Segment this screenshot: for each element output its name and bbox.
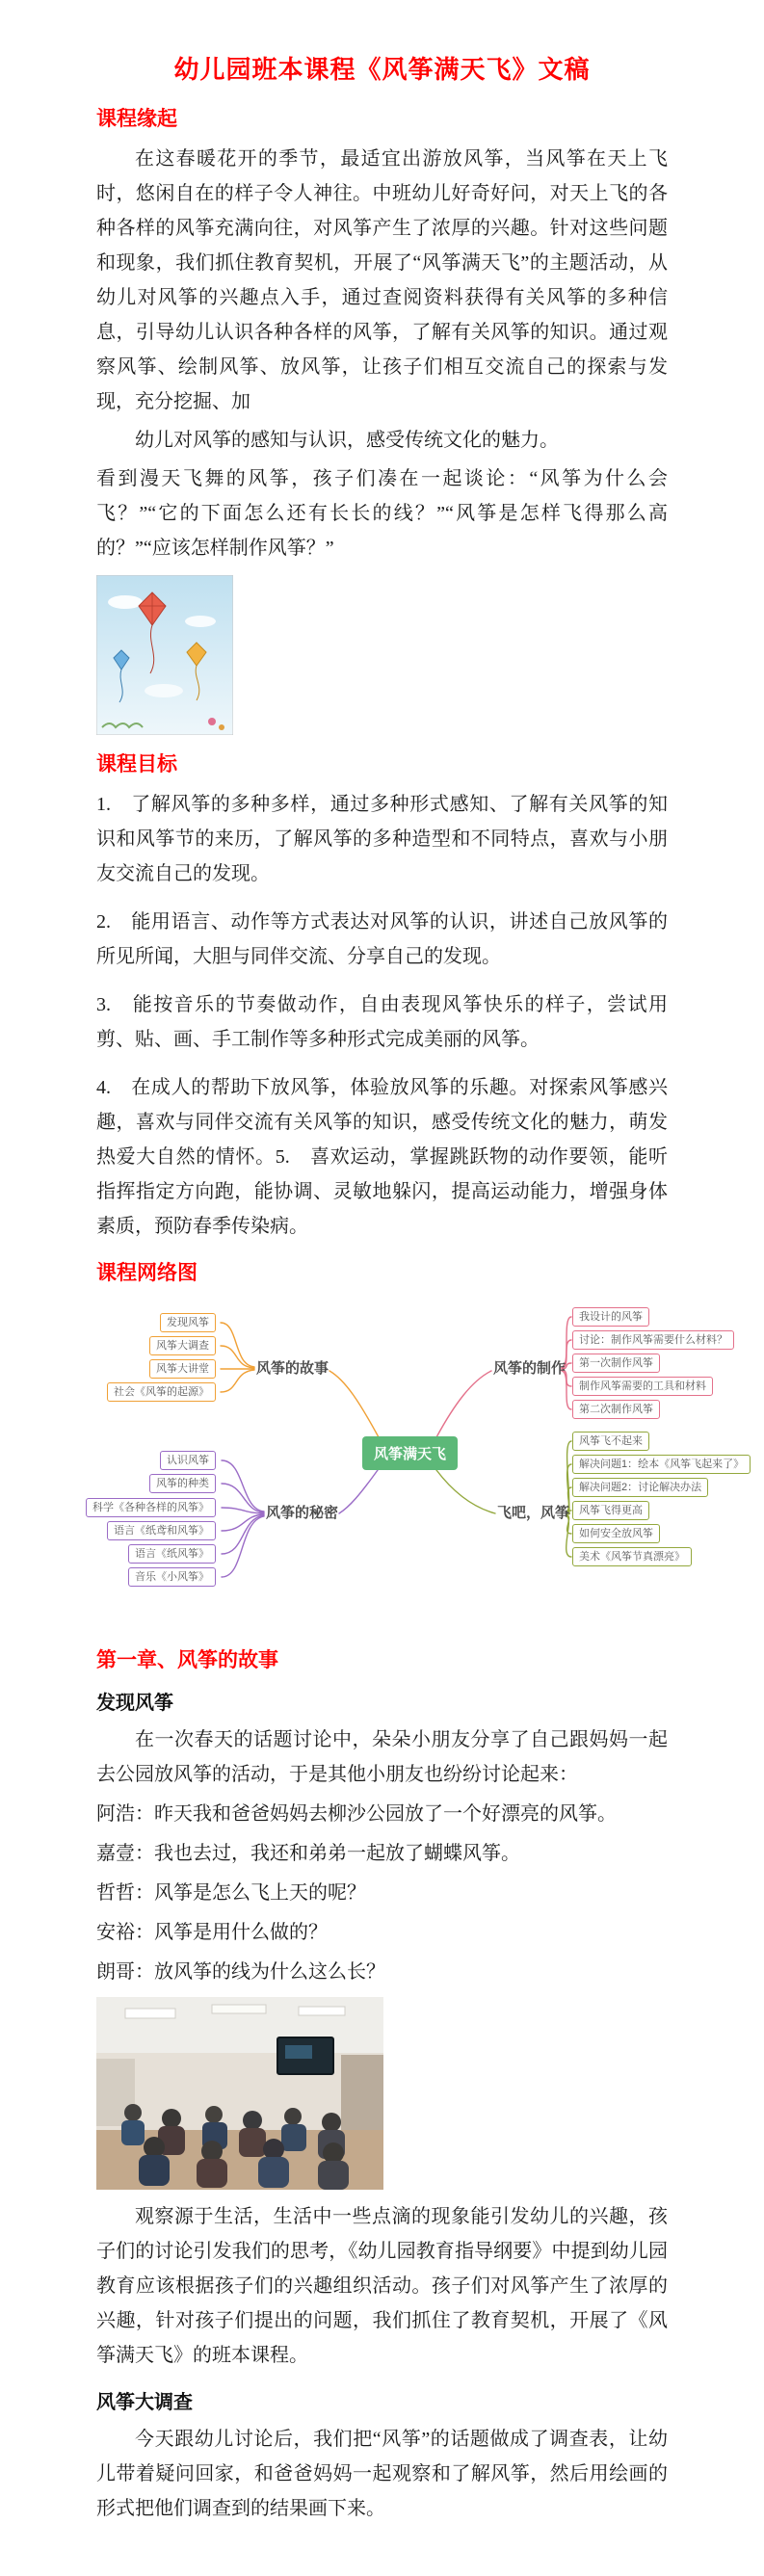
mindmap-branch-story: 风筝的故事 <box>256 1360 329 1377</box>
mindmap-node: 风筝大调查 <box>149 1336 216 1355</box>
paragraph-chapter1-intro: 在一次春天的话题讨论中，朵朵小朋友分享了自己跟妈妈一起去公园放风筝的活动，于是其他小朋友也纷纷讨论起来： <box>96 1729 668 1785</box>
mindmap-node: 科学《各种各样的风筝》 <box>86 1498 216 1517</box>
mindmap-branch-making: 风筝的制作 <box>493 1360 566 1377</box>
classroom-discussion-photo <box>96 1997 383 2190</box>
chapter1-section2-heading: 风筝大调查 <box>96 2392 193 2413</box>
mindmap-node: 制作风筝需要的工具和材料 <box>572 1377 713 1396</box>
dialogue-line: 朗哥：放风筝的线为什么这么长？ <box>96 1961 385 1983</box>
mindmap-node: 音乐《小风筝》 <box>128 1567 216 1587</box>
section-heading-origin: 课程缘起 <box>96 107 177 130</box>
dialogue-line: 安裕：风筝是用什么做的？ <box>96 1922 328 1943</box>
dialogue-line: 嘉壹：我也去过，我还和弟弟一起放了蝴蝶风筝。 <box>96 1843 520 1864</box>
mindmap-node: 风筝飞得更高 <box>572 1501 649 1520</box>
paragraph-reflection: 观察源于生活，生活中一些点滴的现象能引发幼儿的兴趣，孩子们的讨论引发我们的思考，《幼儿园教育指导纲要》中提到幼儿园教育应该根据孩子们的兴趣组织活动。孩子们对风筝产生了浓厚的兴趣，针对孩子们提出的问题，我们抓住了教育契机，开展了《风筝满天飞》的班本课程。 <box>96 2206 668 2366</box>
mindmap-node: 如何安全放风筝 <box>572 1524 660 1543</box>
mindmap-node: 我设计的风筝 <box>572 1307 649 1327</box>
chapter1-section1-heading: 发现风筝 <box>96 1693 173 1714</box>
chapter1-heading: 第一章、风筝的故事 <box>96 1648 278 1671</box>
mindmap-node: 语言《纸鸢和风筝》 <box>107 1521 216 1540</box>
mindmap-node: 第二次制作风筝 <box>572 1400 660 1419</box>
mindmap-node: 解决问题1：绘本《风筝飞起来了》 <box>572 1455 751 1474</box>
mindmap-branch-fly: 飞吧，风筝 <box>497 1505 570 1521</box>
paragraph-origin-1: 在这春暖花开的季节，最适宜出游放风筝，当风筝在天上飞时，悠闲自在的样子令人神往。中班幼儿好奇好问，对天上飞的各种各样的风筝充满向往，对风筝产生了浓厚的兴趣。针对这些问题和现象，我们抓住教育契机，开展了“风筝满天飞”的主题活动，从幼儿对风筝的兴趣点入手，通过查阅资料获得有关风筝的多种信息，引导幼儿认识各种各样的风筝，了解有关风筝的知识。通过观察风筝、绘制风筝、放风筝，让孩子们相互交流自己的探索与发现，充分挖掘、加 <box>96 148 668 412</box>
paragraph-survey: 今天跟幼儿讨论后，我们把“风筝”的话题做成了调查表，让幼儿带着疑问回家，和爸爸妈妈一起观察和了解风筝，然后用绘画的形式把他们调查到的结果画下来。 <box>96 2429 668 2519</box>
goal-item: 2. 能用语言、动作等方式表达对风筝的认识，讲述自己放风筝的所见所闻，大胆与同伴交流、分享自己的发现。 <box>96 911 668 967</box>
mindmap-node: 风筝飞不起来 <box>572 1432 649 1451</box>
curriculum-mindmap <box>92 1296 764 1631</box>
paragraph-origin-3: 看到漫天飞舞的风筝，孩子们凑在一起谈论：“风筝为什么会飞？”“它的下面怎么还有长长的线？”“风筝是怎样飞得那么高的？”“应该怎样制作风筝？” <box>96 468 668 559</box>
mindmap-center-node: 风筝满天飞 <box>362 1436 458 1470</box>
mindmap-branch-secret: 风筝的秘密 <box>266 1505 339 1521</box>
dialogue-line: 阿浩：昨天我和爸爸妈妈去柳沙公园放了一个好漂亮的风筝。 <box>96 1803 617 1825</box>
goal-item: 4. 在成人的帮助下放风筝，体验放风筝的乐趣。对探索风筝感兴趣，喜欢与同伴交流有关风筝的知识，感受传统文化的魅力，萌发热爱大自然的情怀。5. 喜欢运动，掌握跳跃物的动作要领，能听指挥指定方向跑，能协调、灵敏地躲闪，提高运动能力，增强身体素质，预防春季传染病。 <box>96 1077 668 1237</box>
mindmap-node: 风筝的种类 <box>149 1474 216 1493</box>
mindmap-node: 第一次制作风筝 <box>572 1354 660 1373</box>
mindmap-node: 解决问题2：讨论解决办法 <box>572 1478 708 1497</box>
section-heading-mindmap: 课程网络图 <box>96 1261 198 1284</box>
dialogue-line: 哲哲：风筝是怎么飞上天的呢？ <box>96 1882 366 1904</box>
mindmap-node: 认识风筝 <box>160 1451 216 1470</box>
goal-item: 3. 能按音乐的节奏做动作，自由表现风筝快乐的样子，尝试用剪、贴、画、手工制作等多种形式完成美丽的风筝。 <box>96 994 668 1050</box>
mindmap-node: 社会《风筝的起源》 <box>107 1382 216 1402</box>
mindmap-node: 讨论：制作风筝需要什么材料？ <box>572 1330 734 1350</box>
page-title: 幼儿园班本课程《风筝满天飞》文稿 <box>173 56 591 84</box>
mindmap-node: 发现风筝 <box>160 1313 216 1332</box>
mindmap-node: 风筝大讲堂 <box>149 1359 216 1379</box>
paragraph-origin-2: 幼儿对风筝的感知与认识，感受传统文化的魅力。 <box>135 430 559 451</box>
mindmap-node: 美术《风筝节真漂亮》 <box>572 1547 692 1566</box>
section-heading-goals: 课程目标 <box>96 752 177 775</box>
goal-item: 1. 了解风筝的多种多样，通过多种形式感知、了解有关风筝的知识和风筝节的来历，了解风筝的多种造型和不同特点，喜欢与小朋友交流自己的发现。 <box>96 794 668 884</box>
kite-illustration-image <box>96 575 233 735</box>
mindmap-node: 语言《纸风筝》 <box>128 1544 216 1564</box>
